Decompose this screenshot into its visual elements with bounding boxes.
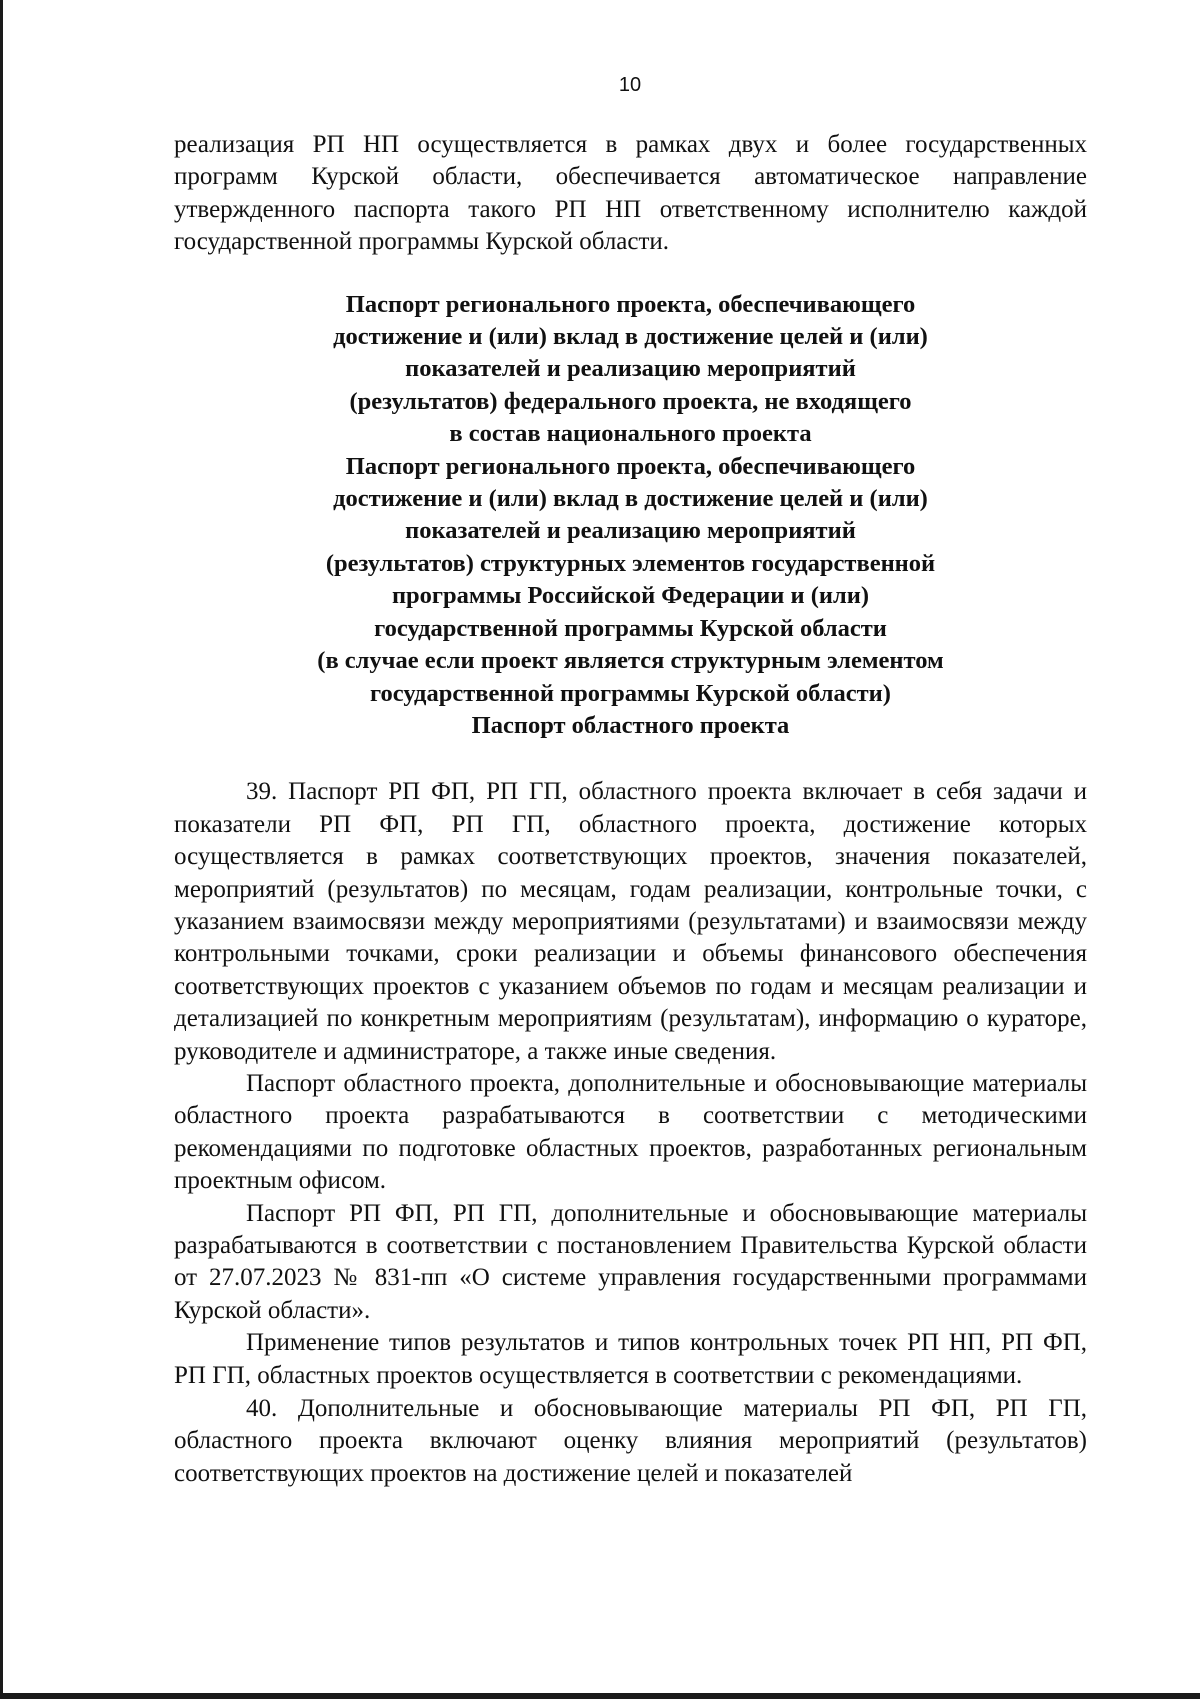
heading-line: Паспорт регионального проекта, обеспечивающего <box>345 290 916 318</box>
scan-edge-left <box>0 0 3 1699</box>
heading-line: государственной программы Курской области <box>374 614 887 642</box>
heading-line: показателей и реализацию мероприятий <box>405 355 856 383</box>
heading-line: достижение и (или) вклад в достижение целей и (или) <box>333 323 928 351</box>
section-heading <box>174 289 1087 743</box>
paragraph-39: 39. Паспорт РП ФП, РП ГП, областного проекта включает в себя задачи и показатели РП ФП, РП ГП, областного проекта, достижение которых осуществляется в рамках соответствующих проектов, значения показателей, мероприятий (результатов) по месяцам, годам реализации, контрольные точки, с указанием взаимосвязи между мероприятиями (результатами) и взаимосвязи между контрольными точками, сроки реализации и объемы финансового обеспечения соответствующих проектов с указанием объемов по годам и месяцам реализации и детализацией по конкретным мероприятиям (результатам), информацию о кураторе, руководителе и администраторе, а также иные сведения. <box>174 778 1087 1065</box>
heading-line: государственной программы Курской области) <box>370 679 891 707</box>
heading-line: в состав национального проекта <box>449 420 812 448</box>
heading-line: программы Российской Федерации и (или) <box>391 582 870 610</box>
heading-line: показателей и реализацию мероприятий <box>405 517 856 545</box>
heading-line: Паспорт регионального проекта, обеспечивающего <box>345 452 916 480</box>
heading-line: (результатов) федерального проекта, не входящего <box>349 387 912 415</box>
paragraph-oblast-project-passport: Паспорт областного проекта, дополнительные и обосновывающие материалы областного проекта разрабатываются в соответствии с методическими рекомендациями по подготовке областных проектов, разработанных региональным проектным офисом. <box>174 1069 1087 1195</box>
heading-line: (результатов) структурных элементов государственной <box>325 549 936 577</box>
paragraph-result-types: Применение типов результатов и типов контрольных точек РП НП, РП ФП, РП ГП, областных проектов осуществляется в соответствии с рекомендациями. <box>174 1329 1087 1389</box>
heading-line: Паспорт областного проекта <box>471 711 790 739</box>
paragraph-40: 40. Дополнительные и обосновывающие материалы РП ФП, РП ГП, областного проекта включают оценку влияния мероприятий (результатов) соответствующих проектов на достижение целей и показателей <box>174 1395 1087 1487</box>
intro-paragraph: реализация РП НП осуществляется в рамках двух и более государственных программ Курской области, обеспечивается автоматическое направление утвержденного паспорта такого РП НП ответственному исполнителю каждой государственной программы Курской области. <box>174 131 1087 256</box>
heading-line: достижение и (или) вклад в достижение целей и (или) <box>333 485 928 513</box>
paragraph-rp-fp-gp-passport: Паспорт РП ФП, РП ГП, дополнительные и обосновывающие материалы разрабатываются в соответствии с постановлением Правительства Курской области от 27.07.2023 № 831-пп «О системе управления государственными программами Курской области». <box>174 1199 1087 1324</box>
document-body <box>174 129 1087 1490</box>
heading-line: (в случае если проект является структурным элементом <box>317 647 944 675</box>
page-number: 10 <box>618 74 642 96</box>
scan-edge-bottom <box>0 1693 1200 1699</box>
